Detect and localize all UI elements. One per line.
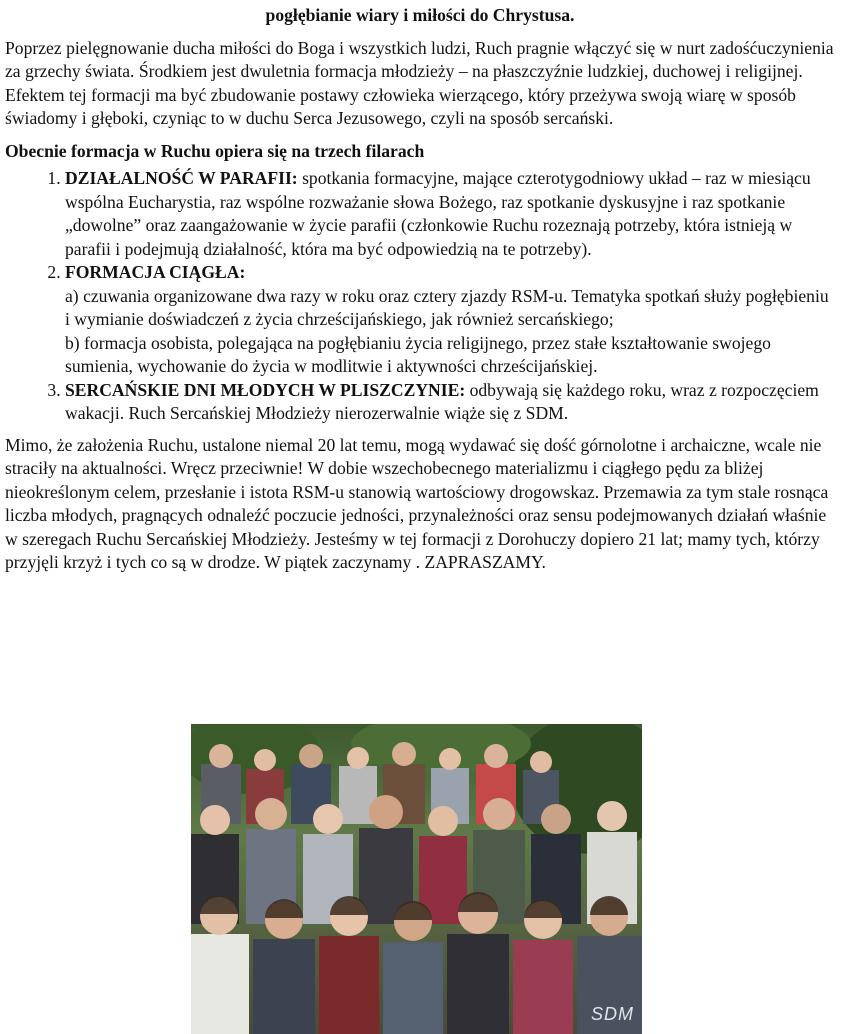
pillar-item-parish	[65, 167, 835, 261]
top-heading: pogłębianie wiary i miłości do Chrystusa.	[265, 5, 575, 25]
pillar-text-b: b) formacja osobista, polegająca na pogłębianiu życia religijnego, przez stałe kształtowanie swojego sumienia, wychowanie do życia w modlitwie i aktywności chrześcijańskiej.	[65, 332, 771, 376]
intro-paragraph: Poprzez pielęgnowanie ducha miłości do Boga i wszystkich ludzi, Ruch pragnie włączyć się w nurt zadośćuczynienia za grzechy świata. Środkiem jest dwuletnia formacja młodzieży – na płaszczyźnie ludzkiej, duchowej i religijnej. Efektem tej formacji ma być zbudowanie postawy człowieka wierzącego, który przeżywa swoją wiarę w sposób świadomy i głęboki, czyniąc to w duchu Serca Jezusowego, czyli na sposób sercański.	[5, 37, 834, 128]
photo-watermark: SDM	[591, 1003, 634, 1024]
pillars-list	[5, 167, 835, 426]
pillar-item-continuous-formation	[65, 261, 835, 379]
crowd-photo	[191, 724, 642, 1034]
pillar-item-youth-days	[65, 379, 835, 426]
pillar-text: spotkania formacyjne, mające czterotygodniowy układ – raz w miesiącu wspólna Eucharystia, raz wspólne rozważanie słowa Bożego, raz spotkanie dyskusyjne i raz spotkanie „dowolne” oraz zaangażowanie w życie parafii (członkowie Ruchu rozeznają potrzeby, która istnieją w parafii i podejmują działalność, która ma być odpowiedzią na te potrzeby).	[65, 168, 811, 259]
pillar-text-a: a) czuwania organizowane dwa razy w roku oraz cztery zjazdy RSM-u. Tematyka spotkań służy pogłębieniu i wymianie doświadczeń z życia chrześcijańskiego, jak również sercańskiego;	[65, 285, 829, 329]
section-heading: Obecnie formacja w Ruchu opiera się na trzech filarach	[5, 140, 425, 161]
pillar-title: SERCAŃSKIE DNI MŁODYCH W PLISZCZYNIE:	[65, 379, 466, 400]
pillar-text: odbywają się każdego roku, wraz z rozpoczęciem wakacji. Ruch Sercańskiej Młodzieży nierozerwalnie wiąże się z SDM.	[65, 379, 819, 423]
pillar-title: DZIAŁALNOŚĆ W PARAFII:	[65, 168, 298, 188]
crowd-photo-illustration	[191, 724, 642, 1034]
article	[5, 4, 835, 584]
closing-paragraph: Mimo, że założenia Ruchu, ustalone niemal 20 lat temu, mogą wydawać się dość górnolotne i archaiczne, wcale nie straciły na aktualności. Wręcz przeciwnie! W dobie wszechobecnego materializmu i ciągłego pędu za bliżej nieokreślonym celem, przesłanie i istota RSM-u stanowią wartościowy drogowskaz. Przemawia za tym stale rosnąca liczba młodych, pragnących odnaleźć poczucie jedności, przynależności oraz sensu podejmowanych działań właśnie w szeregach Ruchu Sercańskiej Młodzieży. Jesteśmy w tej formacji z Dorohuczy dopiero 21 lat; mamy tych, którzy przyjęli krzyż i tych co są w drodze. W piątek zaczynamy . ZAPRASZAMY.	[5, 434, 829, 572]
pillar-title: FORMACJA CIĄGŁA:	[65, 262, 246, 282]
